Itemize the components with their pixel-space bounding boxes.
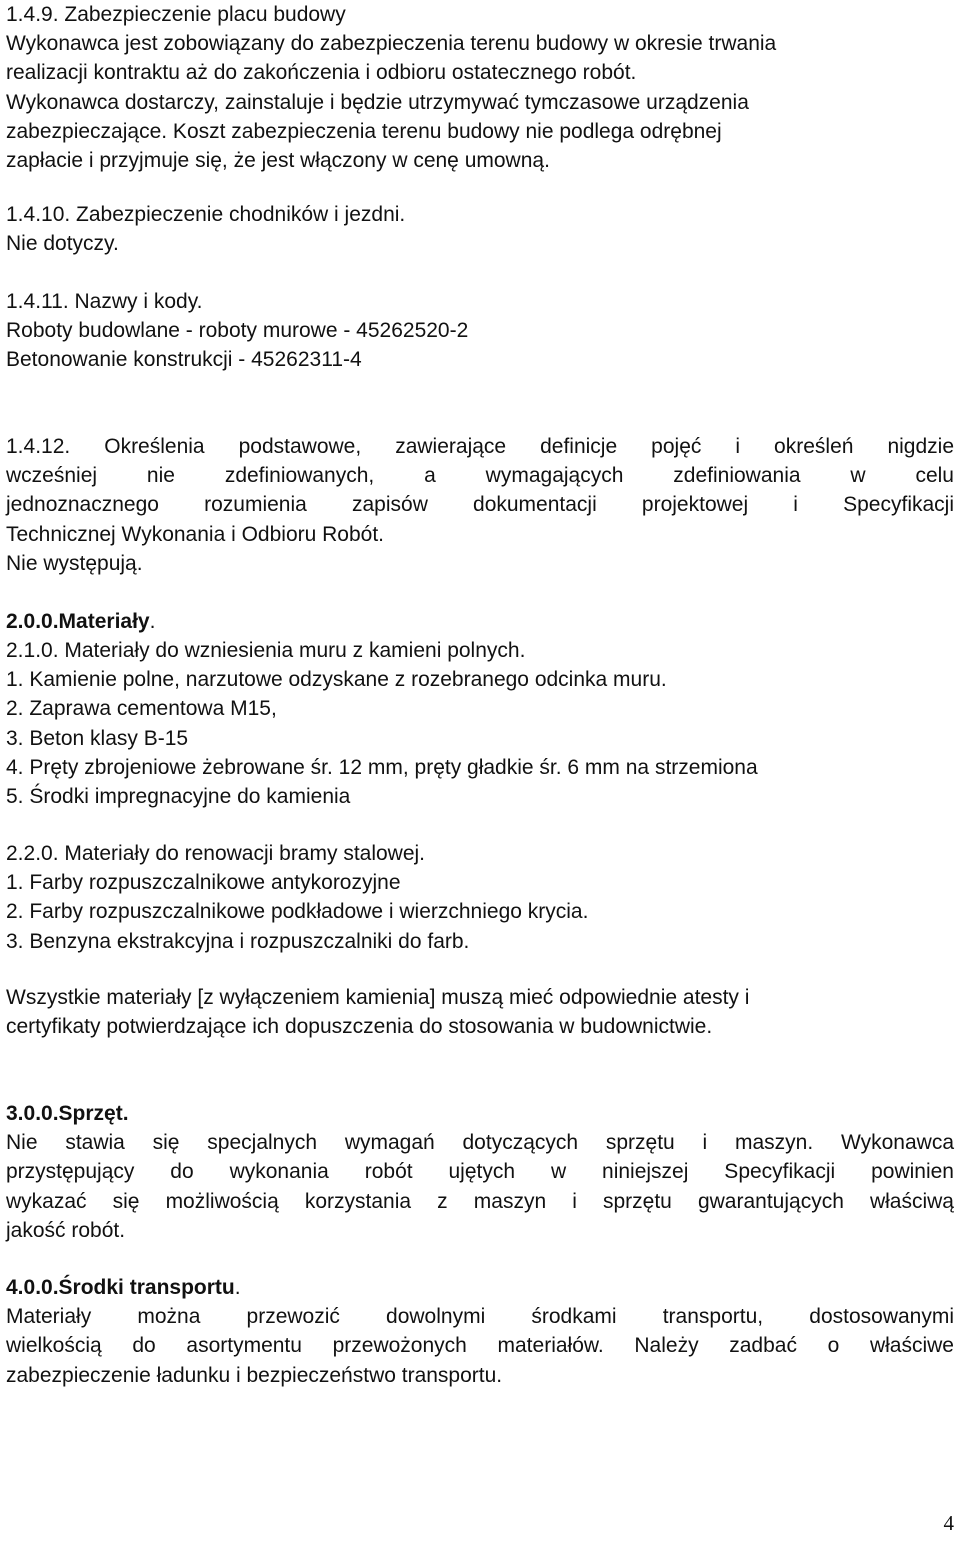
list-item: 2. Farby rozpuszczalnikowe podkładowe i wierzchniego krycia. [6,900,589,924]
section-4-0-0 [6,1273,954,1390]
paragraph-line: Materiały można przewozić dowolnymi środkami transportu, dostosowanymi [6,1305,954,1329]
section-1-4-10 [6,200,954,258]
code-line: Betonowanie konstrukcji - 45262311-4 [6,348,362,372]
paragraph-line: 1.4.12. Określenia podstawowe, zawierające definicje pojęć i określeń nigdzie [6,435,954,458]
list-item: 3. Beton klasy B-15 [6,726,189,750]
section-heading: 2.2.0. Materiały do renowacji bramy stalowej. [6,842,426,865]
paragraph-line: Wszystkie materiały [z wyłączeniem kamienia] muszą mieć odpowiednie atesty i [6,986,750,1009]
materials-certificates [6,983,954,1041]
paragraph-line: Wykonawca dostarczy, zainstaluje i będzie utrzymywać tymczasowe urządzenia [6,90,749,114]
paragraph-line: Nie stawia się specjalnych wymagań dotyczących sprzętu i maszyn. Wykonawca [6,1131,954,1155]
section-2-0-0 [6,607,954,636]
paragraph-line: zapłacie i przyjmuje się, że jest włączony w cenę umowną. [6,149,550,173]
heading-number: 2.0.0. [6,610,59,633]
heading-dot: . [234,1276,241,1299]
paragraph-line: Wykonawca jest zobowiązany do zabezpieczenia terenu budowy w okresie trwania [6,32,777,56]
section-3-0-0 [6,1099,954,1245]
section-heading [6,607,954,636]
list-item: 1. Farby rozpuszczalnikowe antykorozyjne [6,871,401,895]
section-2-1-0 [6,636,954,811]
paragraph-line: realizacji kontraktu aż do zakończenia i odbioru ostatecznego robót. [6,61,637,85]
paragraph-line: przystępujący do wykonania robót ujętych w niniejszej Specyfikacji powinien [6,1160,954,1184]
section-1-4-11 [6,287,954,375]
heading-dot: . [149,610,156,633]
paragraph-line: jakość robót. [6,1218,126,1242]
paragraph-line: certyfikaty potwierdzające ich dopuszczenia do stosowania w budownictwie. [6,1015,713,1039]
section-2-2-0 [6,839,954,956]
section-1-4-12 [6,432,954,578]
list-item: 1. Kamienie polne, narzutowe odzyskane z rozebranego odcinka muru. [6,668,667,692]
list-item: 4. Pręty zbrojeniowe żebrowane śr. 12 mm, pręty gładkie śr. 6 mm na strzemiona [6,755,758,779]
section-heading: 1.4.9. Zabezpieczenie placu budowy [6,3,346,26]
list-item: 5. Środki impregnacyjne do kamienia [6,785,351,809]
section-1-4-9 [6,0,954,175]
heading-title: Materiały [58,610,150,633]
paragraph-line: zabezpieczające. Koszt zabezpieczenia terenu budowy nie podlega odrębnej [6,119,722,143]
section-heading: 3.0.0.Sprzęt. [6,1102,129,1125]
paragraph-line: wcześniej nie zdefiniowanych, a wymagających zdefiniowania w celu [6,464,954,488]
paragraph-line: wykazać się możliwością korzystania z maszyn i sprzętu gwarantujących właściwą [6,1189,954,1213]
paragraph-line: Technicznej Wykonania i Odbioru Robót. [6,522,385,546]
section-heading: 1.4.10. Zabezpieczenie chodników i jezdni. [6,203,406,226]
paragraph-line: Nie dotyczy. [6,232,119,256]
paragraph-line: Nie występują. [6,551,143,575]
section-heading: 1.4.11. Nazwy i kody. [6,290,203,313]
section-heading [6,1273,954,1302]
paragraph-line: wielkością do asortymentu przewożonych materiałów. Należy zadbać o właściwe [6,1334,954,1358]
list-item: 3. Benzyna ekstrakcyjna i rozpuszczalniki do farb. [6,929,470,953]
paragraph-line: jednoznacznego rozumienia zapisów dokumentacji projektowej i Specyfikacji [6,493,954,517]
paragraph-line: zabezpieczenie ładunku i bezpieczeństwo transportu. [6,1363,503,1387]
page-number: 4 [943,1511,954,1535]
section-heading: 2.1.0. Materiały do wzniesienia muru z kamieni polnych. [6,639,526,662]
code-line: Roboty budowlane - roboty murowe - 45262520-2 [6,319,469,343]
list-item: 2. Zaprawa cementowa M15, [6,697,277,721]
heading-title: 4.0.0.Środki transportu [6,1276,235,1299]
